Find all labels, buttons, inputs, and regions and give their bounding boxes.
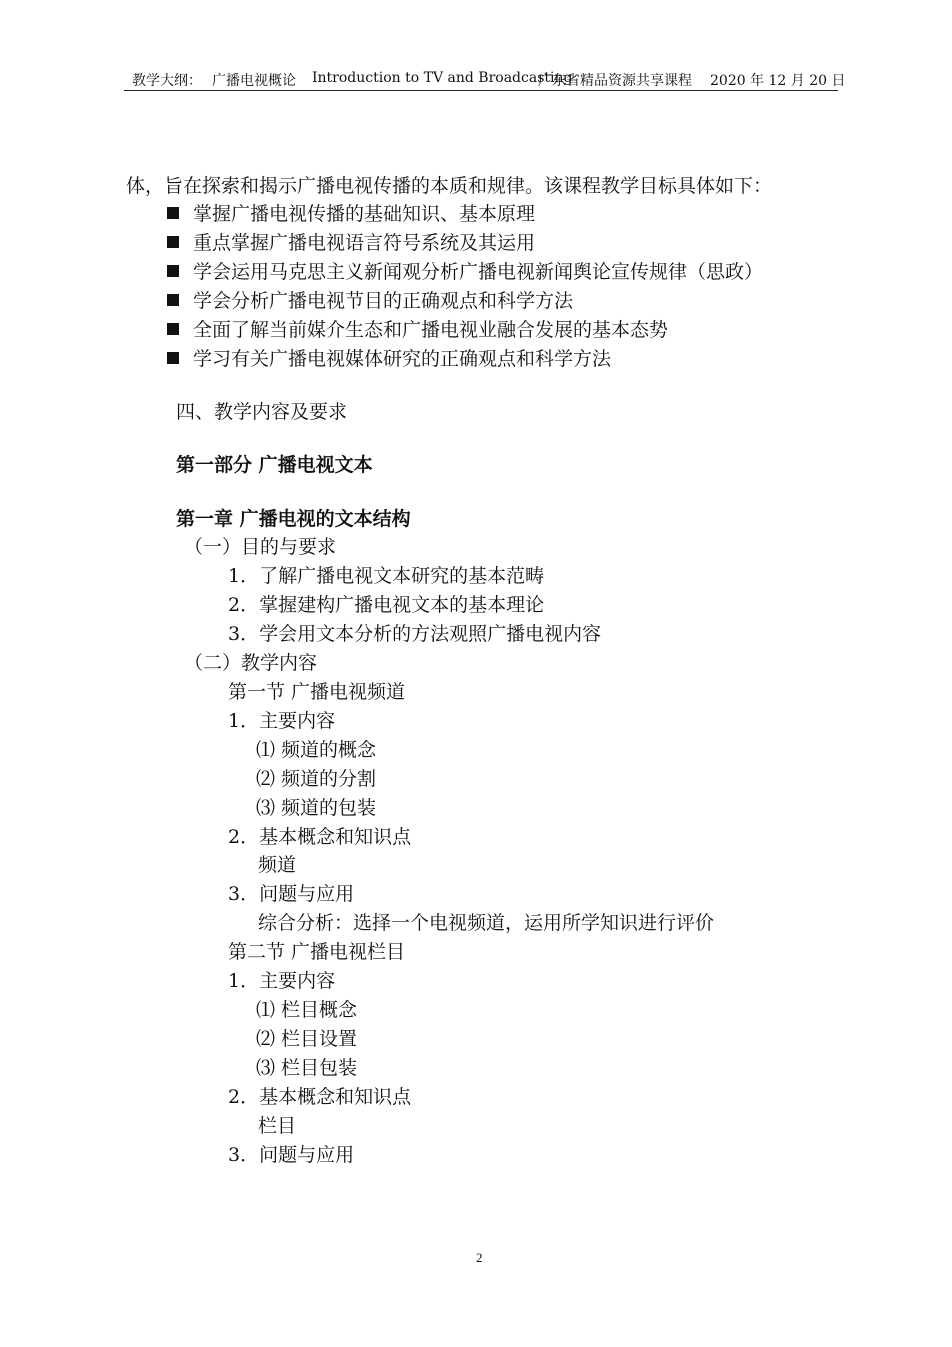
outline-line: 1．主要内容 — [228, 710, 336, 732]
goal-item — [167, 347, 611, 371]
outline-line: 1．主要内容 — [228, 970, 336, 992]
outline-line: 2．基本概念和知识点 — [228, 1086, 412, 1108]
goal-text: 学习有关广播电视媒体研究的正确观点和科学方法 — [193, 348, 612, 370]
outline-line: 综合分析：选择一个电视频道，运用所学知识进行评价 — [258, 912, 715, 934]
outline-line: 第二节 广播电视栏目 — [228, 941, 406, 963]
chapter-heading: 第一章 广播电视的文本结构 — [176, 508, 411, 530]
header-course-cn: 广播电视概论 — [212, 73, 296, 89]
outline-line: 2．掌握建构广播电视文本的基本理论 — [228, 594, 545, 616]
goal-text: 重点掌握广播电视语言符号系统及其运用 — [193, 232, 536, 254]
outline-line: 第一节 广播电视频道 — [228, 681, 406, 703]
outline-line: ⑶ 栏目包装 — [256, 1057, 358, 1079]
header-label: 教学大纲： — [132, 73, 202, 89]
outline-line: ⑵ 频道的分割 — [256, 768, 377, 790]
outline-line: 栏目 — [258, 1115, 297, 1137]
square-bullet-icon — [167, 352, 179, 364]
outline-line: 2．基本概念和知识点 — [228, 826, 412, 848]
goal-item — [167, 231, 535, 255]
goal-item — [167, 318, 668, 342]
square-bullet-icon — [167, 265, 179, 277]
square-bullet-icon — [167, 236, 179, 248]
goal-text: 掌握广播电视传播的基础知识、基本原理 — [193, 203, 536, 225]
header-date: 2020 年 12 月 20 日 — [710, 73, 846, 89]
square-bullet-icon — [167, 294, 179, 306]
goal-item — [167, 260, 763, 284]
outline-line: 1．了解广播电视文本研究的基本范畴 — [228, 565, 545, 587]
section-heading: 四、教学内容及要求 — [176, 401, 348, 423]
outline-line: 3．问题与应用 — [228, 1144, 355, 1166]
square-bullet-icon — [167, 323, 179, 335]
outline-line: ⑶ 频道的包装 — [256, 797, 377, 819]
goal-item — [167, 202, 535, 226]
outline-line: 3．学会用文本分析的方法观照广播电视内容 — [228, 623, 602, 645]
part-heading: 第一部分 广播电视文本 — [176, 454, 373, 476]
header-course-en: Introduction to TV and Broadcasting — [312, 70, 573, 86]
outline-line: ⑵ 栏目设置 — [256, 1028, 358, 1050]
goal-item — [167, 289, 573, 313]
outline-line: 频道 — [258, 854, 297, 876]
outline-line: ⑴ 频道的概念 — [256, 739, 377, 761]
header-program: 广东省精品资源共享课程 — [538, 73, 692, 89]
goal-text: 学会分析广播电视节目的正确观点和科学方法 — [193, 290, 574, 312]
outline-line: 3．问题与应用 — [228, 883, 355, 905]
square-bullet-icon — [167, 207, 179, 219]
page-number: 2 — [476, 1250, 483, 1265]
outline-line: ⑴ 栏目概念 — [256, 999, 358, 1021]
outline-line: （一）目的与要求 — [184, 536, 337, 558]
goal-text: 学会运用马克思主义新闻观分析广播电视新闻舆论宣传规律（思政） — [193, 261, 764, 283]
goal-text: 全面了解当前媒介生态和广播电视业融合发展的基本态势 — [193, 319, 669, 341]
outline-line: （二）教学内容 — [184, 652, 318, 674]
intro-paragraph: 体，旨在探索和揭示广播电视传播的本质和规律。该课程教学目标具体如下： — [126, 175, 773, 197]
page-header — [124, 68, 846, 91]
